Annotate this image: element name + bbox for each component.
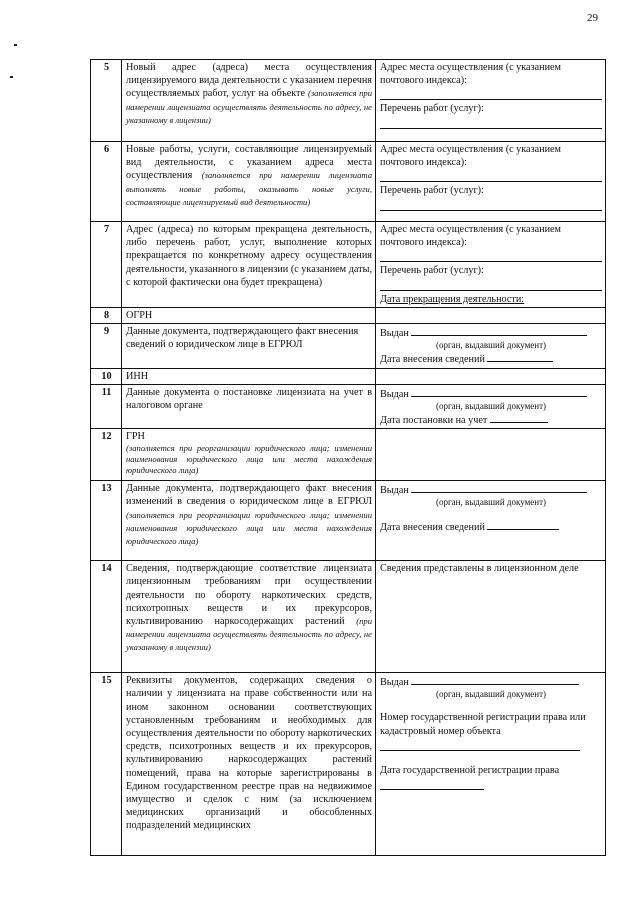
fill-note: (заполняется при намерении лицензиата осуществлять деятельность по адресу, не указанному в лицензии) (126, 88, 373, 125)
date-field[interactable] (490, 412, 548, 423)
row-value: Сведения представлены в лицензионном деле (376, 561, 606, 673)
scan-speck (14, 44, 17, 46)
issuer-caption: (орган, выдавший документ) (435, 497, 547, 508)
row-description: ИНН (122, 368, 376, 384)
row-description (122, 429, 376, 481)
row-value (376, 142, 606, 222)
row-number: 7 (91, 222, 122, 308)
row-description (122, 60, 376, 142)
issuer-caption: (орган, выдавший документ) (435, 340, 547, 351)
description-text: Данные документа, подтверждающего факт внесения изменений в сведения о юридическом лице в ЕГРЮЛ (126, 483, 372, 508)
row-number: 5 (91, 60, 122, 142)
fill-note: (при намерении лицензиата осуществлять деятельность по адресу, не указанному в лицензии) (126, 616, 373, 653)
address-field[interactable] (380, 87, 602, 100)
row-number: 6 (91, 142, 122, 222)
reg-date-field[interactable] (380, 777, 484, 790)
address-label: Адрес места осуществления (с указанием почтового индекса): (380, 62, 561, 87)
fill-note: (заполняется при намерении лицензиата выполнять новые работы, оказывать новые услуги, составляющие лицензируемый вид деятельности) (126, 170, 372, 207)
description-text: Новые работы, услуги, составляющие лицензируемый вид деятельности, с указанием адреса места осуществления (126, 144, 372, 182)
table-row (91, 384, 606, 428)
reg-number-label: Номер государственной регистрации права или кадастровый номер объекта (380, 712, 586, 737)
row-description: Реквизиты документов, содержащих сведения о наличии у лицензиата на праве собственности или на ином законном основании соответствующих установленным требованиям и необходимых для осуществления деятельности по обороту наркотических средств, психотропных веществ и их прекурсоров, культивированию наркосодержащих растений помещений, права на которые зарегистрированы в Едином государственном реестре прав на недвижимое имущество и сделок с ним (за исключением медицинских организаций и обособленных подразделений медицинских (122, 673, 376, 856)
issuer-caption: (орган, выдавший документ) (435, 401, 547, 412)
works-label: Перечень работ (услуг): (380, 103, 484, 115)
date-field[interactable] (487, 351, 553, 362)
works-field[interactable] (380, 198, 602, 211)
issued-label: Выдан (380, 328, 409, 340)
issuer-field[interactable] (411, 386, 587, 397)
ogrn-field[interactable] (376, 308, 606, 324)
address-label: Адрес места осуществления (с указанием почтового индекса): (380, 144, 561, 169)
row-description: Данные документа о постановке лицензиата на учет в налоговом органе (122, 384, 376, 428)
row-value (376, 481, 606, 561)
row-number: 8 (91, 308, 122, 324)
description-text: Новый адрес (адреса) места осуществления лицензируемого вида деятельности с указанием перечня осуществляемых работ, услуг на объекте (126, 62, 372, 100)
description-text: ГРН (126, 431, 145, 443)
page-number: 29 (587, 12, 598, 24)
row-description (122, 481, 376, 561)
date-field[interactable] (487, 519, 559, 530)
date-label: Дата внесения сведений (380, 522, 485, 534)
inn-field[interactable] (376, 368, 606, 384)
issued-label: Выдан (380, 677, 409, 689)
grn-field[interactable] (376, 429, 606, 481)
row-description (122, 142, 376, 222)
table-row (91, 368, 606, 384)
table-row (91, 222, 606, 308)
table-row (91, 561, 606, 673)
table-row (91, 60, 606, 142)
address-label: Адрес места осуществления (с указанием почтового индекса): (380, 224, 561, 249)
date-label: Дата постановки на учет (380, 415, 488, 427)
row-value (376, 222, 606, 308)
row-number: 10 (91, 368, 122, 384)
row-number: 12 (91, 429, 122, 481)
issuer-field[interactable] (411, 325, 587, 336)
row-number: 14 (91, 561, 122, 673)
description-text: Сведения, подтверждающие соответствие лицензиата лицензионным требованиям при осуществлении деятельности по обороту наркотических средств, психотропных веществ и их прекурсоров, культивированию наркосодержащих растений (126, 563, 372, 628)
license-form-table (90, 59, 606, 856)
works-label: Перечень работ (услуг): (380, 185, 484, 197)
row-number: 13 (91, 481, 122, 561)
reg-number-field[interactable] (380, 738, 580, 751)
table-row (91, 673, 606, 856)
row-description (122, 561, 376, 673)
address-field[interactable] (380, 169, 602, 182)
table-row (91, 324, 606, 368)
row-value (376, 384, 606, 428)
issued-label: Выдан (380, 485, 409, 497)
issuer-field[interactable] (411, 674, 579, 685)
works-label: Перечень работ (услуг): (380, 265, 484, 277)
works-field[interactable] (380, 116, 602, 129)
works-field[interactable] (380, 278, 602, 291)
row-value (376, 324, 606, 368)
table-row (91, 429, 606, 481)
issuer-caption: (орган, выдавший документ) (435, 689, 547, 700)
row-number: 15 (91, 673, 122, 856)
table-row (91, 142, 606, 222)
reg-date-label: Дата государственной регистрации права (380, 764, 560, 776)
row-value (376, 673, 606, 856)
row-number: 11 (91, 384, 122, 428)
table-row (91, 481, 606, 561)
fill-note: (заполняется при реорганизации юридического лица; изменении наименования юридического лица или места нахождения юридического лица) (126, 509, 372, 547)
termination-date-label: Дата прекращения деятельности: (380, 293, 525, 305)
row-value (376, 60, 606, 142)
row-description: Данные документа, подтверждающего факт внесения сведений о юридическом лице в ЕГРЮЛ (122, 324, 376, 368)
issued-label: Выдан (380, 388, 409, 400)
row-number: 9 (91, 324, 122, 368)
date-label: Дата внесения сведений (380, 354, 485, 366)
fill-note: (заполняется при реорганизации юридического лица; изменении наименования юридического лица или места нахождения юридического лица) (126, 443, 372, 476)
row-description: ОГРН (122, 308, 376, 324)
scan-speck (10, 76, 13, 78)
row-description: Адрес (адреса) по которым прекращена деятельность, либо перечень работ, услуг, выполнение которых прекращается по конкретному адресу осуществления деятельности, указанного в лицензии (с указанием даты, с которой фактически она будет прекращена) (122, 222, 376, 308)
table-row (91, 308, 606, 324)
address-field[interactable] (380, 249, 602, 262)
issuer-field[interactable] (411, 482, 587, 493)
